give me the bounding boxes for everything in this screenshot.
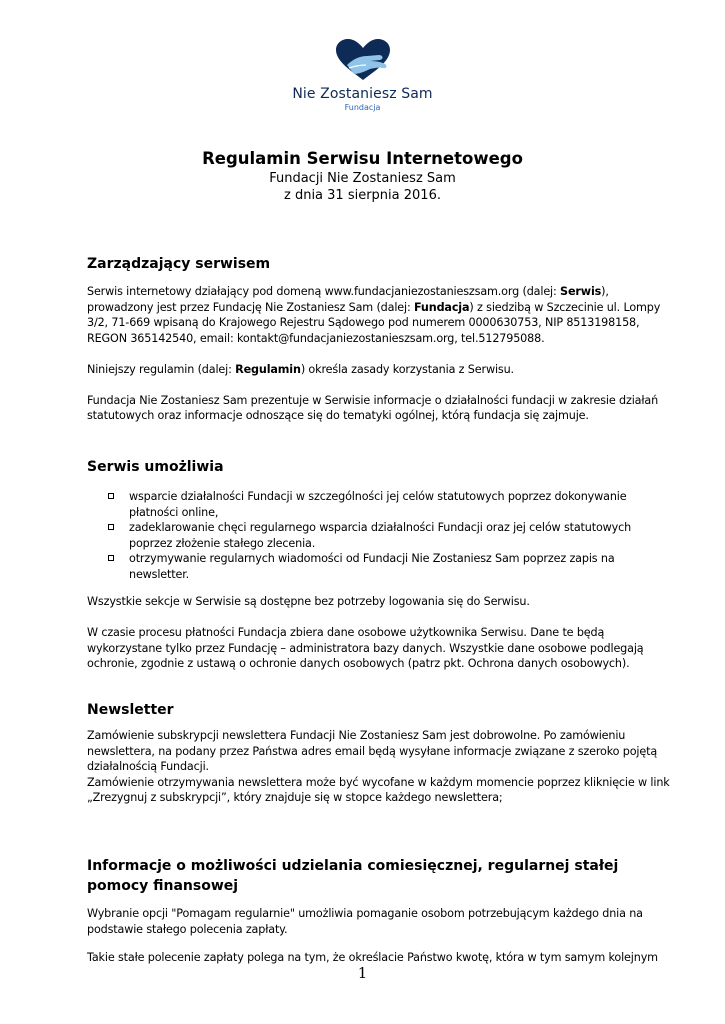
list-item-text: wsparcie działalności Fundacji w szczególności jej celów statutowych poprzez dokonywanie płatności online, <box>129 490 627 519</box>
term-serwis: Serwis <box>560 285 602 298</box>
newsletter-unsubscribe-paragraph: Zamówienie otrzymywania newslettera może być wycofane w każdym momencie poprzez kliknięcie w link „Zrezygnuj z subskrypcji”, który znajduje się w stopce każdego newslettera; <box>87 775 670 804</box>
square-bullet-icon <box>108 555 114 561</box>
logo-subtitle: Fundacja <box>344 103 381 112</box>
list-item <box>108 551 674 582</box>
page-number: 1 <box>357 964 368 982</box>
list-item <box>108 489 674 520</box>
document-title: Regulamin Serwisu Internetowego <box>202 149 523 168</box>
square-bullet-icon <box>108 493 114 499</box>
text-span: Serwis internetowy działający pod domeną www.fundacjaniezostanieszsam.org (dalej: <box>87 285 561 298</box>
personal-data-paragraph: W czasie procesu płatności Fundacja zbiera dane osobowe użytkownika Serwisu. Dane te będą wykorzystane tylko przez Fundację – administratora bazy danych. Wszystkie dane osobowe podlegają ochronie, zgodnie z ustawą o ochronie danych osobowych (patrz pkt. Ochrona danych osobowych). <box>87 626 644 670</box>
section-newsletter-body <box>87 728 673 806</box>
term-regulamin: Regulamin <box>235 362 301 376</box>
section-features-body <box>87 594 673 672</box>
logo-name: Nie Zostaniesz Sam <box>292 86 433 102</box>
regulamin-paragraph <box>87 362 673 378</box>
document-subtitle-date: z dnia 31 sierpnia 2016. <box>284 188 441 203</box>
text-span: ), prowadzony jest przez Fundację Nie Zostaniesz Sam (dalej: <box>87 285 609 314</box>
text-span: Niniejszy regulamin (dalej: <box>87 362 236 376</box>
text-span: ) z siedzibą w Szczecinie ul. Lompy 3/2, 71-669 wpisaną do Krajowego Rejestru Sądowego pod numerem 0000630753, NIP 8513198158, REGON 365142540, email: kontakt@fundacjaniezostanieszsam.org, tel.512795088. <box>87 300 661 345</box>
regular-support-paragraph: Wybranie opcji "Pomagam regularnie" umożliwia pomaganie osobom potrzebującym każdego dnia na podstawie stałego polecenia zapłaty. <box>87 907 643 936</box>
foundation-logo <box>0 38 725 112</box>
list-item-text: zadeklarowanie chęci regularnego wsparcia działalności Fundacji oraz jej celów statutowych poprzez złożenie stałego zlecenia. <box>129 521 632 550</box>
login-paragraph: Wszystkie sekcje w Serwisie są dostępne bez potrzeby logowania się do Serwisu. <box>87 595 530 608</box>
section-heading-features: Serwis umożliwia <box>87 459 224 475</box>
text-span: ) określa zasady korzystania z Serwisu. <box>300 362 514 376</box>
section-heading-management: Zarządzający serwisem <box>87 256 271 272</box>
section-management-body <box>87 284 673 424</box>
term-fundacja: Fundacja <box>414 300 470 314</box>
newsletter-paragraph: Zamówienie subskrypcji newslettera Fundacji Nie Zostaniesz Sam jest dobrowolne. Po zamówieniu newslettera, na podany przez Państwa adres email będą wysyłane informacje związane z szeroko pojętą działalnością Fundacji. <box>87 729 658 773</box>
presentation-paragraph: Fundacja Nie Zostaniesz Sam prezentuje w Serwisie informacje o działalności fundacji w zakresie działań statutowych oraz informacje odnoszące się do tematyki ogólnej, którą fundacja się zajmuje. <box>87 393 659 422</box>
section-heading-newsletter: Newsletter <box>87 702 174 718</box>
list-item <box>108 520 674 551</box>
standing-order-paragraph: Takie stałe polecenie zapłaty polega na tym, że określacie Państwo kwotę, która w tym samym kolejnym <box>87 951 658 964</box>
section-regular-support-body <box>87 906 673 966</box>
heart-hands-icon <box>333 38 393 82</box>
square-bullet-icon <box>108 524 114 530</box>
section-heading-regular-support: Informacje o możliwości udzielania comiesięcznej, regularnej stałej pomocy finansowej <box>87 858 619 894</box>
list-item-text: otrzymywanie regularnych wiadomości od Fundacji Nie Zostaniesz Sam poprzez zapis na newsletter. <box>129 552 615 581</box>
features-list <box>108 489 674 582</box>
document-subtitle-foundation: Fundacji Nie Zostaniesz Sam <box>269 171 456 186</box>
management-paragraph <box>87 284 673 346</box>
document-header <box>0 148 725 204</box>
